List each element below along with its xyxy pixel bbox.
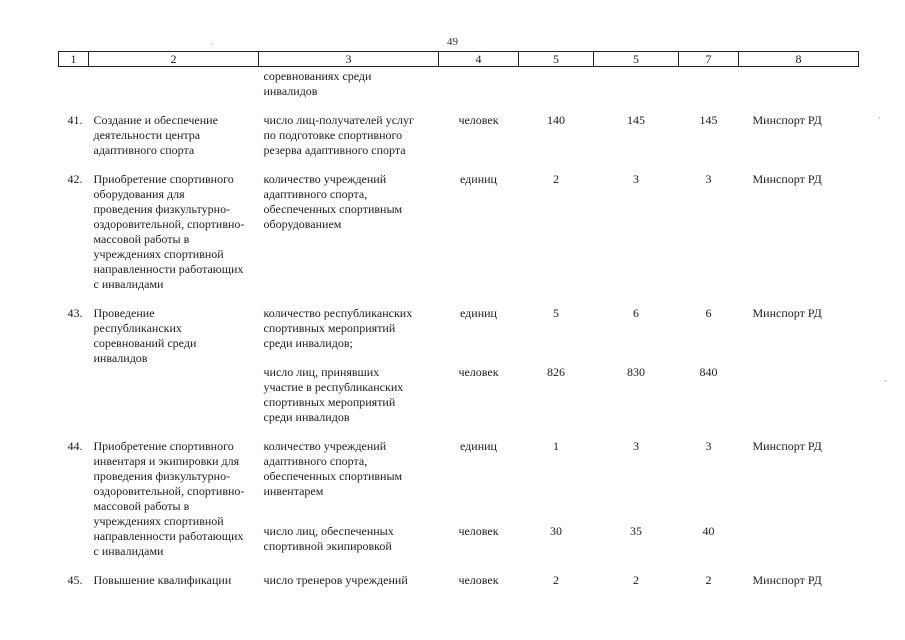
indicator-line: спортивных мероприятий (263, 395, 396, 409)
indicator-line: количество республиканских (263, 306, 413, 320)
value-col6: 6 (633, 306, 639, 320)
column-header-3: 3 (259, 52, 439, 67)
organization-cell: Минспорт РД (752, 439, 822, 453)
indicator-line: спортивной экипировкой (263, 538, 392, 553)
unit-cell: человек (458, 365, 499, 379)
activity-name-line: Повышение квалификации (93, 573, 232, 587)
activity-name-line: проведения физкультурно- (93, 202, 231, 216)
activity-name-line: соревнований среди (93, 336, 197, 350)
activity-name-line: с инвалидами (93, 544, 164, 558)
value-col6: 3 (633, 439, 639, 453)
row-spacer (59, 99, 859, 113)
activity-name-line: с инвалидами (93, 277, 164, 291)
header-row (59, 52, 859, 67)
activity-name-line: оздоровительной, спортивно- (93, 217, 245, 231)
scan-mark: · (878, 113, 881, 123)
activity-name-line: учреждениях спортивной (93, 514, 224, 528)
indicator-line: инвалидов (263, 84, 318, 98)
indicator-line: резерва адаптивного спорта (263, 143, 406, 157)
row-spacer (59, 292, 859, 306)
activity-name-line: направленности работающих (93, 262, 244, 276)
row-spacer (59, 158, 859, 172)
activity-name-line: массовой работы в (93, 499, 190, 513)
continuation-text (259, 67, 439, 100)
column-header-8: 8 (739, 52, 859, 67)
indicator-line: по подготовке спортивного (263, 128, 403, 142)
scan-mark: - (884, 375, 887, 385)
indicator-line: число лиц, обеспеченных (263, 523, 394, 538)
activity-name-line: инвалидов (93, 351, 148, 365)
unit-cell: человек (458, 573, 499, 587)
column-header-7: 7 (679, 52, 739, 67)
activity-name (89, 172, 259, 292)
continuation-row (59, 67, 859, 100)
scan-mark: · (210, 39, 213, 49)
value-col6: 35 (630, 523, 642, 538)
indicator-line: соревнованиях среди (263, 69, 372, 83)
activity-name-line: учреждениях спортивной (93, 247, 224, 261)
activity-name (89, 113, 259, 158)
column-header-1: 1 (59, 52, 89, 67)
row-number: 43. (67, 306, 83, 320)
organization-cell (739, 524, 859, 559)
indicator-line: спортивных мероприятий (263, 321, 396, 335)
activity-name (89, 573, 259, 588)
row-number: 41. (67, 113, 83, 127)
indicator-text (259, 439, 439, 510)
indicator-line: число лиц, принявших (263, 365, 380, 379)
program-table (58, 51, 859, 588)
column-header-4: 4 (439, 52, 519, 67)
activity-name-line: деятельности центра (93, 128, 201, 142)
indicator-line: обеспеченных спортивным (263, 202, 403, 216)
indicator-line: среди инвалидов; (263, 336, 353, 350)
organization-cell: Минспорт РД (752, 113, 822, 127)
table-row (59, 172, 859, 292)
activity-name-line: оборудования для (93, 187, 185, 201)
activity-name-line: инвентаря и экипировки для (93, 454, 240, 468)
unit-cell: единиц (460, 439, 497, 453)
value-col7: 3 (705, 439, 712, 453)
value-col6: 830 (627, 365, 645, 379)
activity-name-line: Приобретение спортивного (93, 172, 234, 186)
value-col7: 2 (705, 573, 712, 587)
table-row (59, 439, 859, 510)
activity-name-line: проведения физкультурно- (93, 469, 231, 483)
row-spacer (59, 425, 859, 439)
indicator-text (259, 365, 439, 425)
activity-name-line: Приобретение спортивного (93, 439, 234, 453)
activity-name (89, 439, 259, 559)
activity-name-line: Проведение (93, 306, 155, 320)
value-col5: 1 (553, 439, 559, 453)
indicator-line: количество учреждений (263, 172, 387, 186)
indicator-text (259, 172, 439, 292)
value-col6: 2 (633, 573, 639, 587)
indicator-text (259, 573, 439, 588)
indicator-line: число лиц-получателей услуг (263, 113, 414, 127)
value-col7: 6 (705, 306, 712, 320)
indicator-text (259, 113, 439, 158)
indicator-text (259, 306, 439, 351)
organization-cell (739, 365, 859, 425)
column-header-6: 5 (594, 52, 679, 67)
activity-name-line: массовой работы в (93, 232, 190, 246)
table-row (59, 573, 859, 588)
activity-name-line: республиканских (93, 321, 182, 335)
row-number: 42. (67, 172, 83, 186)
value-col7: 40 (702, 523, 715, 538)
organization-cell: Минспорт РД (752, 172, 822, 186)
organization-cell: Минспорт РД (752, 306, 822, 320)
table-row (59, 306, 859, 351)
indicator-line: инвентарем (263, 484, 324, 498)
row-number: 45. (67, 573, 83, 587)
value-col5: 2 (553, 573, 559, 587)
page-number: 49 (447, 36, 458, 48)
value-col5: 2 (553, 172, 559, 186)
value-col5: 140 (547, 113, 565, 127)
indicator-line: адаптивного спорта, (263, 454, 368, 468)
indicator-line: среди инвалидов (263, 410, 350, 424)
indicator-text (259, 524, 439, 559)
value-col6: 145 (627, 113, 645, 127)
activity-name-line: адаптивного спорта (93, 143, 195, 157)
activity-name-line: оздоровительной, спортивно- (93, 484, 245, 498)
indicator-line: число тренеров учреждений (263, 573, 408, 587)
indicator-line: участие в республиканских (263, 380, 404, 394)
indicator-line: обеспеченных спортивным (263, 469, 403, 483)
row-spacer (59, 559, 859, 573)
value-col7: 3 (705, 172, 712, 186)
value-col7: 145 (699, 113, 718, 127)
indicator-line: количество учреждений (263, 439, 387, 453)
indicator-line: адаптивного спорта, (263, 187, 368, 201)
value-col6: 3 (633, 172, 639, 186)
unit-cell: человек (458, 523, 499, 538)
value-col5: 826 (547, 365, 565, 379)
organization-cell: Минспорт РД (752, 573, 822, 587)
activity-name (89, 306, 259, 425)
unit-cell: единиц (460, 306, 497, 320)
value-col5: 30 (550, 523, 562, 538)
value-col7: 840 (699, 365, 718, 379)
value-col5: 5 (553, 306, 559, 320)
activity-name-line: Создание и обеспечение (93, 113, 218, 127)
column-header-5: 5 (519, 52, 594, 67)
unit-cell: единиц (460, 172, 497, 186)
indicator-line: оборудованием (263, 217, 342, 231)
unit-cell: человек (458, 113, 499, 127)
column-header-2: 2 (89, 52, 259, 67)
row-number: 44. (67, 439, 83, 453)
activity-name-line: направленности работающих (93, 529, 244, 543)
table-row (59, 113, 859, 158)
